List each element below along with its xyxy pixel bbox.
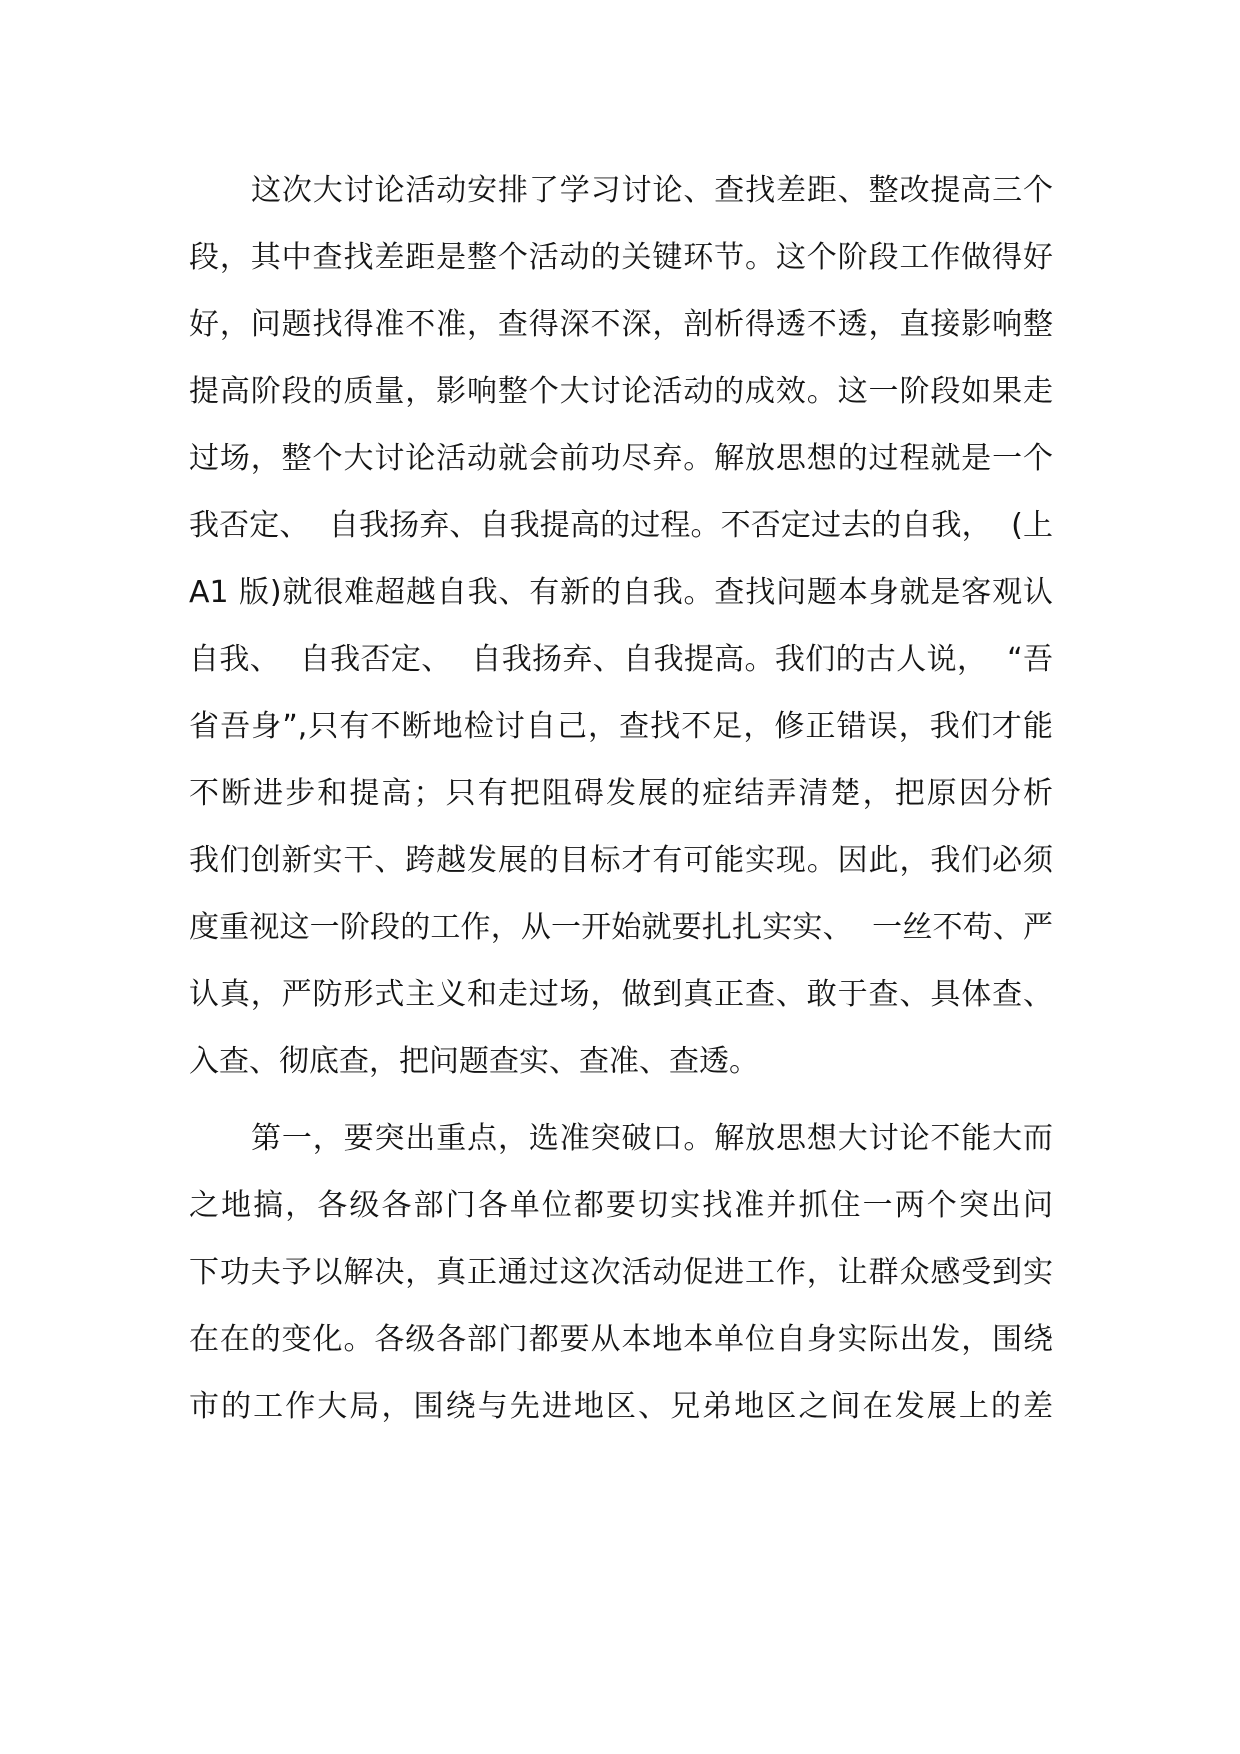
text-line: 市的工作大局，围绕与先进地区、兄弟地区之间在发展上的差 xyxy=(189,1389,1053,1424)
text-line: 度重视这一阶段的工作，从一开始就要扎扎实实、 一丝不苟、严 xyxy=(189,910,1053,945)
text-line: 这次大讨论活动安排了学习讨论、查找差距、整改提高三个 xyxy=(251,173,1053,208)
text-line: A1 版)就很难超越自我、有新的自我。查找问题本身就是客观认 xyxy=(189,575,1053,610)
text-line: 下功夫予以解决，真正通过这次活动促进工作，让群众感受到实 xyxy=(189,1255,1053,1290)
text-line: 好，问题找得准不准，查得深不深，剖析得透不透，直接影响整 xyxy=(189,307,1053,342)
text-line: 提高阶段的质量，影响整个大讨论活动的成效。这一阶段如果走 xyxy=(189,374,1053,409)
text-line: 我否定、 自我扬弃、自我提高的过程。不否定过去的自我， (上 xyxy=(189,508,1053,543)
text-line: 过场，整个大讨论活动就会前功尽弃。解放思想的过程就是一个 xyxy=(189,441,1053,476)
text-line: 自我、 自我否定、 自我扬弃、自我提高。我们的古人说， “吾 xyxy=(189,642,1053,677)
document-body xyxy=(189,157,1053,1450)
paragraph xyxy=(189,157,1053,1095)
text-line: 第一，要突出重点，选准突破口。解放思想大讨论不能大而 xyxy=(251,1121,1053,1156)
text-line: 我们创新实干、跨越发展的目标才有可能实现。因此，我们必须 xyxy=(189,843,1053,878)
text-line: 认真，严防形式主义和走过场，做到真正查、敢于查、具体查、 xyxy=(189,977,1053,1012)
paragraph xyxy=(189,1105,1053,1440)
text-line: 省吾身”,只有不断地检讨自己，查找不足，修正错误，我们才能 xyxy=(189,709,1053,744)
text-line: 入查、彻底查，把问题查实、查准、查透。 xyxy=(189,1044,759,1079)
text-line: 段，其中查找差距是整个活动的关键环节。这个阶段工作做得好 xyxy=(189,240,1053,275)
text-line: 在在的变化。各级各部门都要从本地本单位自身实际出发，围绕 xyxy=(189,1322,1053,1357)
text-line: 之地搞，各级各部门各单位都要切实找准并抓住一两个突出问 xyxy=(189,1188,1053,1223)
text-line: 不断进步和提高；只有把阻碍发展的症结弄清楚，把原因分析 xyxy=(189,776,1053,811)
